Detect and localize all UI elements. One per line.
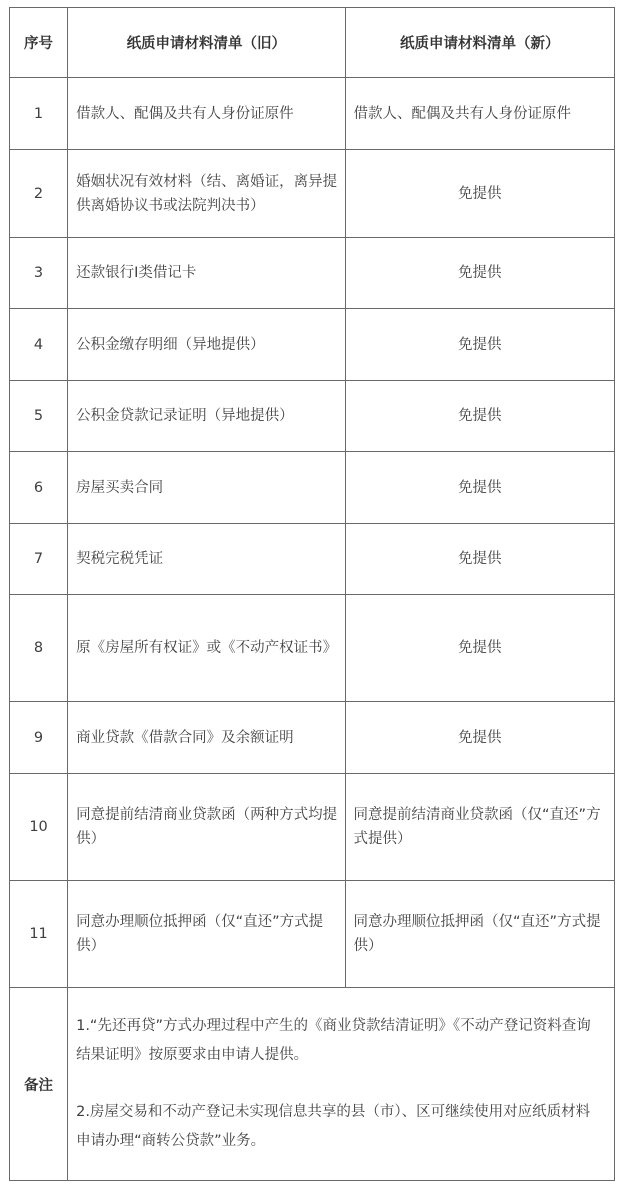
new-material: 免提供 [345, 524, 614, 595]
note-spacer [76, 1070, 604, 1098]
table-row [10, 150, 615, 238]
new-material: 免提供 [345, 381, 614, 452]
row-number: 5 [10, 381, 68, 452]
new-material: 免提供 [345, 150, 614, 238]
new-material: 免提供 [345, 238, 614, 309]
table-row [10, 238, 615, 309]
table-header-row [10, 8, 615, 78]
table-row [10, 78, 615, 150]
row-number: 6 [10, 452, 68, 524]
row-number: 2 [10, 150, 68, 238]
new-material: 免提供 [345, 595, 614, 702]
table-row [10, 452, 615, 524]
old-material: 同意提前结清商业贷款函（两种方式均提供） [68, 774, 345, 881]
row-number: 4 [10, 309, 68, 381]
row-number: 8 [10, 595, 68, 702]
old-material: 契税完税凭证 [68, 524, 345, 595]
header-new-list: 纸质申请材料清单（新） [345, 8, 614, 78]
table-row [10, 381, 615, 452]
new-material: 同意办理顺位抵押函（仅“直还”方式提供） [345, 881, 614, 988]
old-material: 公积金缴存明细（异地提供） [68, 309, 345, 381]
new-material: 借款人、配偶及共有人身份证原件 [345, 78, 614, 150]
table-row [10, 524, 615, 595]
old-material: 同意办理顺位抵押函（仅“直还”方式提供） [68, 881, 345, 988]
row-number: 7 [10, 524, 68, 595]
old-material: 借款人、配偶及共有人身份证原件 [68, 78, 345, 150]
notes-row [10, 988, 615, 1181]
table-row [10, 595, 615, 702]
row-number: 10 [10, 774, 68, 881]
new-material: 免提供 [345, 452, 614, 524]
header-serial: 序号 [10, 8, 68, 78]
row-number: 1 [10, 78, 68, 150]
old-material: 婚姻状况有效材料（结、离婚证，离异提供离婚协议书或法院判决书） [68, 150, 345, 238]
note-item-1: 1.“先还再贷”方式办理过程中产生的《商业贷款结清证明》《不动产登记资料查询结果证明》按原要求由申请人提供。 [76, 1018, 591, 1063]
notes-cell [68, 988, 615, 1181]
row-number: 11 [10, 881, 68, 988]
row-number: 9 [10, 702, 68, 774]
header-old-list: 纸质申请材料清单（旧） [68, 8, 345, 78]
new-material: 免提供 [345, 702, 614, 774]
materials-table [9, 7, 615, 1181]
old-material: 原《房屋所有权证》或《不动产权证书》 [68, 595, 345, 702]
table-row [10, 881, 615, 988]
notes-label: 备注 [10, 988, 68, 1181]
new-material: 同意提前结清商业贷款函（仅“直还”方式提供） [345, 774, 614, 881]
old-material: 公积金贷款记录证明（异地提供） [68, 381, 345, 452]
old-material: 还款银行Ⅰ类借记卡 [68, 238, 345, 309]
row-number: 3 [10, 238, 68, 309]
table-row [10, 774, 615, 881]
old-material: 房屋买卖合同 [68, 452, 345, 524]
new-material: 免提供 [345, 309, 614, 381]
table-row [10, 309, 615, 381]
old-material: 商业贷款《借款合同》及余额证明 [68, 702, 345, 774]
note-item-2: 2.房屋交易和不动产登记未实现信息共享的县（市）、区可继续使用对应纸质材料申请办理“商转公贷款”业务。 [76, 1104, 591, 1149]
table-row [10, 702, 615, 774]
